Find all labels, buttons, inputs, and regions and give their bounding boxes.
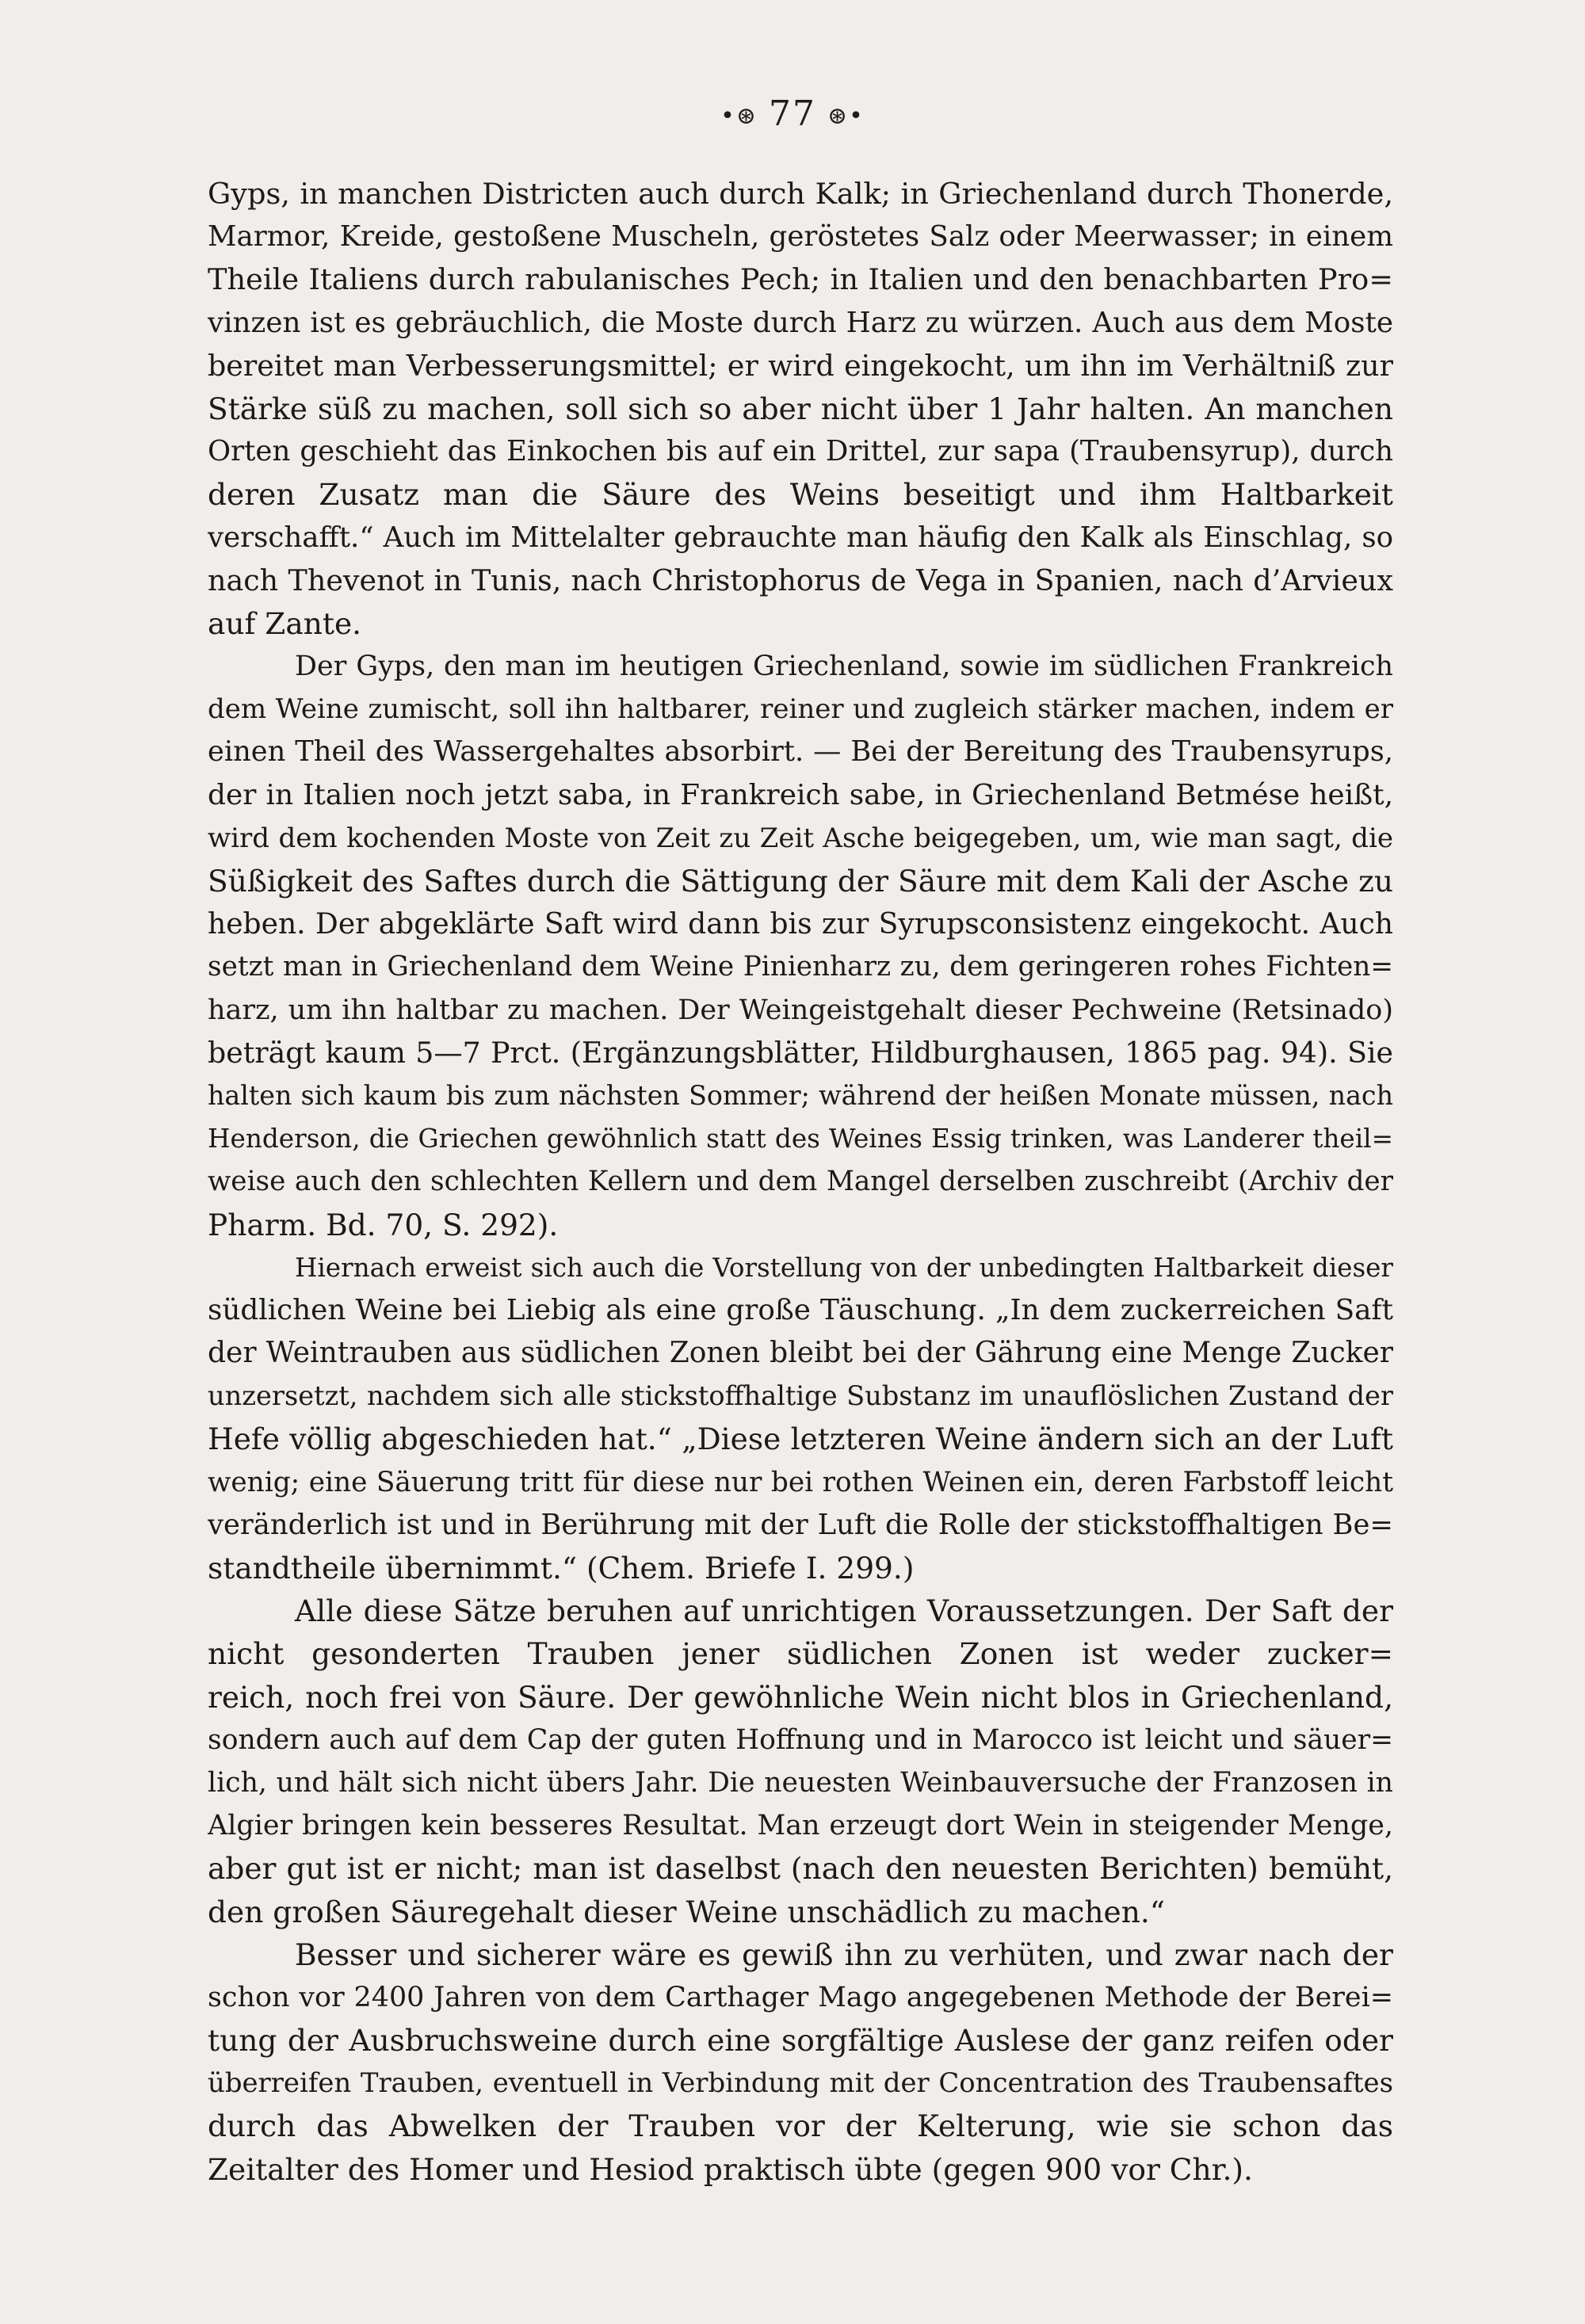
text-line: nach Thevenot in Tunis, nach Christophorus de Vega in Spanien, nach d’Arvieux: [208, 563, 1393, 597]
ornament-left-icon: •⊛: [720, 102, 758, 130]
text-line: lich, und hält sich nicht übers Jahr. Die neuesten Weinbauversuche der Franzosen in: [208, 1766, 1393, 1799]
text-line: nicht gesonderten Trauben jener südlichen Zonen ist weder zucker=: [208, 1636, 1393, 1672]
ornament-right-icon: ⊛•: [827, 102, 865, 130]
text-line: tung der Ausbruchsweine durch eine sorgfältige Auslese der ganz reifen oder: [208, 2023, 1393, 2059]
text-line: wird dem kochenden Moste von Zeit zu Zeit Asche beigegeben, um, wie man sagt, die: [208, 822, 1393, 854]
text-line: Algier bringen kein besseres Resultat. Man erzeugt dort Wein in steigender Menge,: [208, 1810, 1393, 1842]
text-line: einen Theil des Wassergehaltes absorbirt. — Bei der Bereitung des Traubensyrups,: [208, 735, 1393, 769]
text-line: aber gut ist er nicht; man ist daselbst (nach den neuesten Berichten) bemüht,: [208, 1851, 1393, 1887]
text-line: Hefe völlig abgeschieden hat.“ „Diese letzteren Weine ändern sich an der Luft: [208, 1421, 1393, 1457]
text-line: Stärke süß zu machen, soll sich so aber nicht über 1 Jahr halten. An manchen: [208, 391, 1393, 426]
text-line: überreifen Trauben, eventuell in Verbindung mit der Concentration des Traubensaftes: [208, 2067, 1393, 2099]
text-line: deren Zusatz man die Säure des Weins beseitigt und ihm Haltbarkeit: [208, 477, 1393, 513]
text-line: Der Gyps, den man im heutigen Griechenland, sowie im südlichen Frankreich: [295, 651, 1393, 683]
text-line: Zeitalter des Homer und Hesiod praktisch übte (gegen 900 vor Chr.).: [208, 2151, 1253, 2187]
text-line: Alle diese Sätze beruhen auf unrichtigen Voraussetzungen. Der Saft der: [295, 1593, 1393, 1629]
text-line: den großen Säuregehalt dieser Weine unschädlich zu machen.“: [208, 1894, 1165, 1929]
page-number: 77: [769, 93, 816, 134]
text-line: verschafft.“ Auch im Mittelalter gebrauchte man häufig den Kalk als Einschlag, so: [208, 521, 1393, 554]
text-line: wenig; eine Säuerung tritt für diese nur bei rothen Weinen ein, deren Farbstoff leicht: [208, 1466, 1393, 1498]
text-line: reich, noch frei von Säure. Der gewöhnliche Wein nicht blos in Griechenland,: [208, 1679, 1393, 1715]
text-line: schon vor 2400 Jahren von dem Carthager Mago angegebenen Methode der Berei=: [208, 1981, 1393, 2013]
text-line: Marmor, Kreide, gestoßene Muscheln, geröstetes Salz oder Meerwasser; in einem: [208, 220, 1393, 254]
text-line: harz, um ihn haltbar zu machen. Der Weingeistgehalt dieser Pechweine (Retsinado): [208, 994, 1393, 1026]
text-line: Henderson, die Griechen gewöhnlich statt des Weines Essig trinken, was Landerer theil=: [208, 1124, 1393, 1154]
text-line: sondern auch auf dem Cap der guten Hoffnung und in Marocco ist leicht und säuer=: [208, 1723, 1393, 1756]
text-line: veränderlich ist und in Berührung mit der Luft die Rolle der stickstoffhaltigen Be=: [208, 1508, 1393, 1541]
text-line: unzersetzt, nachdem sich alle stickstoffhaltige Substanz im unauflöslichen Zustand der: [208, 1380, 1393, 1412]
text-line: Besser und sicherer wäre es gewiß ihn zu verhüten, und zwar nach der: [295, 1937, 1393, 1972]
text-line: Pharm. Bd. 70, S. 292).: [208, 1207, 559, 1242]
text-line: setzt man in Griechenland dem Weine Pinienharz zu, dem geringeren rohes Fichten=: [208, 951, 1393, 983]
page-header: [0, 93, 1585, 134]
text-line: weise auch den schlechten Kellern und dem Mangel derselben zuschreibt (Archiv der: [208, 1166, 1393, 1198]
text-line: Süßigkeit des Saftes durch die Sättigung der Säure mit dem Kali der Asche zu: [208, 864, 1393, 899]
text-line: dem Weine zumischt, soll ihn haltbarer, reiner und zugleich stärker machen, indem er: [208, 693, 1393, 726]
text-line: Theile Italiens durch rabulanisches Pech; in Italien und den benachbarten Pro=: [208, 262, 1393, 297]
text-line: beträgt kaum 5—7 Prct. (Ergänzungsblätter, Hildburghausen, 1865 pag. 94). Sie: [208, 1035, 1393, 1070]
text-line: auf Zante.: [208, 605, 362, 641]
text-line: Orten geschieht das Einkochen bis auf ein Drittel, zur sapa (Traubensyrup), durch: [208, 435, 1393, 468]
text-line: durch das Abwelken der Trauben vor der Kelterung, wie sie schon das: [208, 2108, 1393, 2144]
text-line: halten sich kaum bis zum nächsten Sommer; während der heißen Monate müssen, nach: [208, 1079, 1393, 1111]
text-line: Hiernach erweist sich auch die Vorstellung von der unbedingten Haltbarkeit dieser: [295, 1252, 1393, 1283]
text-line: bereitet man Verbesserungsmittel; er wird eingekocht, um ihn im Verhältniß zur: [208, 348, 1393, 383]
body-text: [208, 173, 1393, 2191]
text-line: standtheile übernimmt.“ (Chem. Briefe I. 299.): [208, 1551, 915, 1586]
text-line: heben. Der abgeklärte Saft wird dann bis zur Syrupsconsistenz eingekocht. Auch: [208, 907, 1393, 941]
text-line: Gyps, in manchen Districten auch durch Kalk; in Griechenland durch Thonerde,: [208, 177, 1393, 211]
text-line: südlichen Weine bei Liebig als eine große Täuschung. „In dem zuckerreichen Saft: [208, 1293, 1393, 1326]
text-line: der Weintrauben aus südlichen Zonen bleibt bei der Gährung eine Menge Zucker: [208, 1337, 1393, 1370]
text-line: vinzen ist es gebräuchlich, die Moste durch Harz zu würzen. Auch aus dem Moste: [208, 306, 1393, 339]
text-line: der in Italien noch jetzt saba, in Frankreich sabe, in Griechenland Betmése heißt,: [208, 778, 1393, 811]
